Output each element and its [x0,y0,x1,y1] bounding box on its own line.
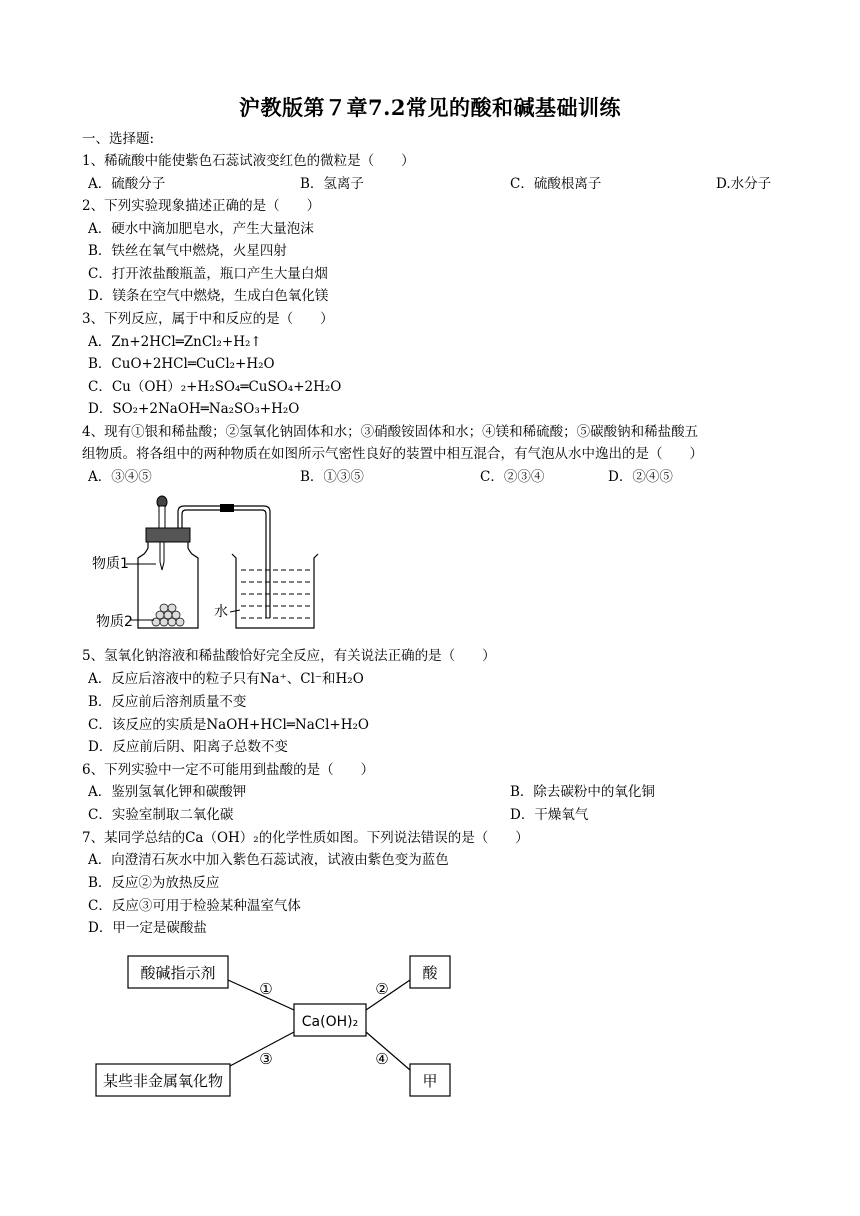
dropper-stem [159,506,165,528]
label-water: 水 [214,604,228,620]
q7-option-c: C．反应③可用于检验某种温室气体 [88,898,301,914]
q7-option-d: D．甲一定是碳酸盐 [88,920,207,936]
reaction-number-4: ④ [375,1050,389,1068]
q4-option-c: C．②③④ [480,469,545,485]
q2-option-d: D．镁条在空气中燃烧，生成白色氧化镁 [88,288,329,304]
reaction-number-1: ① [259,980,273,998]
q5-option-c: C．该反应的实质是NaOH+HCl═NaCl+H₂O [88,717,369,733]
question-4-stem-line2: 组物质。将各组中的两种物质在如图所示气密性良好的装置中相互混合，有气泡从水中逸出的是（ ） [82,446,703,462]
q4-option-b: B．①③⑤ [300,469,364,485]
substance-2-pellets [152,604,184,626]
reaction-number-2: ② [375,980,389,998]
q2-option-c: C．打开浓盐酸瓶盖，瓶口产生大量白烟 [88,266,328,282]
dropper-tube [160,542,164,570]
q3-option-a: A．Zn+2HCl═ZnCl₂+H₂↑ [88,334,262,350]
label-nonmetal-oxide: 某些非金属氧化物 [102,1072,224,1090]
q2-option-a: A．硬水中滴加肥皂水，产生大量泡沫 [88,221,314,237]
calcium-hydroxide-diagram [90,950,460,1100]
question-6-stem: 6、下列实验中一定不可能用到盐酸的是（ ） [82,762,375,778]
q1-option-a: A．硫酸分子 [88,176,166,192]
label-substance-1: 物质1 [92,556,129,572]
apparatus-figure [86,490,326,635]
beaker-outline [232,554,318,628]
label-indicator: 酸碱指示剂 [140,964,216,982]
stopper [146,528,190,542]
q6-option-d: D．干燥氧气 [510,807,589,823]
tube-clamp [220,504,234,512]
question-3-stem: 3、下列反应，属于中和反应的是（ ） [82,311,334,327]
reaction-number-3: ③ [259,1050,273,1068]
q3-option-d: D．SO₂+2NaOH═Na₂SO₃+H₂O [88,401,300,417]
question-7-stem: 7、某同学总结的Ca（OH）₂的化学性质如图。下列说法错误的是（ ） [82,830,529,846]
q6-option-a: A．鉴别氢氧化钾和碳酸钾 [88,784,247,800]
q7-option-a: A．向澄清石灰水中加入紫色石蕊试液，试液由紫色变为蓝色 [88,852,449,868]
q1-option-d: D.水分子 [716,176,772,192]
q1-option-b: B．氢离子 [300,176,364,192]
q6-option-c: C．实验室制取二氧化碳 [88,807,234,823]
delivery-tube [178,506,270,618]
q4-option-d: D．②④⑤ [608,469,673,485]
page-title: 沪教版第７章7.2常见的酸和碱基础训练 [238,95,622,120]
water-dashes [241,570,310,618]
q2-option-b: B．铁丝在氧气中燃烧，火星四射 [88,243,287,259]
q5-option-d: D．反应前后阴、阳离子总数不变 [88,739,288,755]
label-substance-2: 物质2 [96,614,133,630]
q3-option-c: C．Cu（OH）₂+H₂SO₄═CuSO₄+2H₂O [88,379,342,395]
q6-option-b: B．除去碳粉中的氧化铜 [510,784,655,800]
label-acid: 酸 [422,964,438,982]
label-center: Ca(OH)₂ [301,1014,359,1030]
q3-option-b: B．CuO+2HCl═CuCl₂+H₂O [88,356,275,372]
q5-option-a: A．反应后溶液中的粒子只有Na⁺、Cl⁻和H₂O [88,671,364,687]
label-jia: 甲 [422,1072,438,1090]
question-2-stem: 2、下列实验现象描述正确的是（ ） [82,198,321,214]
question-4-stem-line1: 4、现有①银和稀盐酸；②氢氧化钠固体和水；③硝酸铵固体和水；④镁和稀硫酸；⑤碳酸钠和稀盐酸五 [82,424,699,440]
question-1-stem: 1、稀硫酸中能使紫色石蕊试液变红色的微粒是（ ） [82,153,415,169]
q4-option-a: A．③④⑤ [88,469,152,485]
q1-option-c: C．硫酸根离子 [510,176,602,192]
section-heading: 一、选择题: [82,131,155,147]
q7-option-b: B．反应②为放热反应 [88,875,220,891]
question-5-stem: 5、氢氧化钠溶液和稀盐酸恰好完全反应，有关说法正确的是（ ） [82,648,496,664]
q5-option-b: B．反应前后溶剂质量不变 [88,694,247,710]
